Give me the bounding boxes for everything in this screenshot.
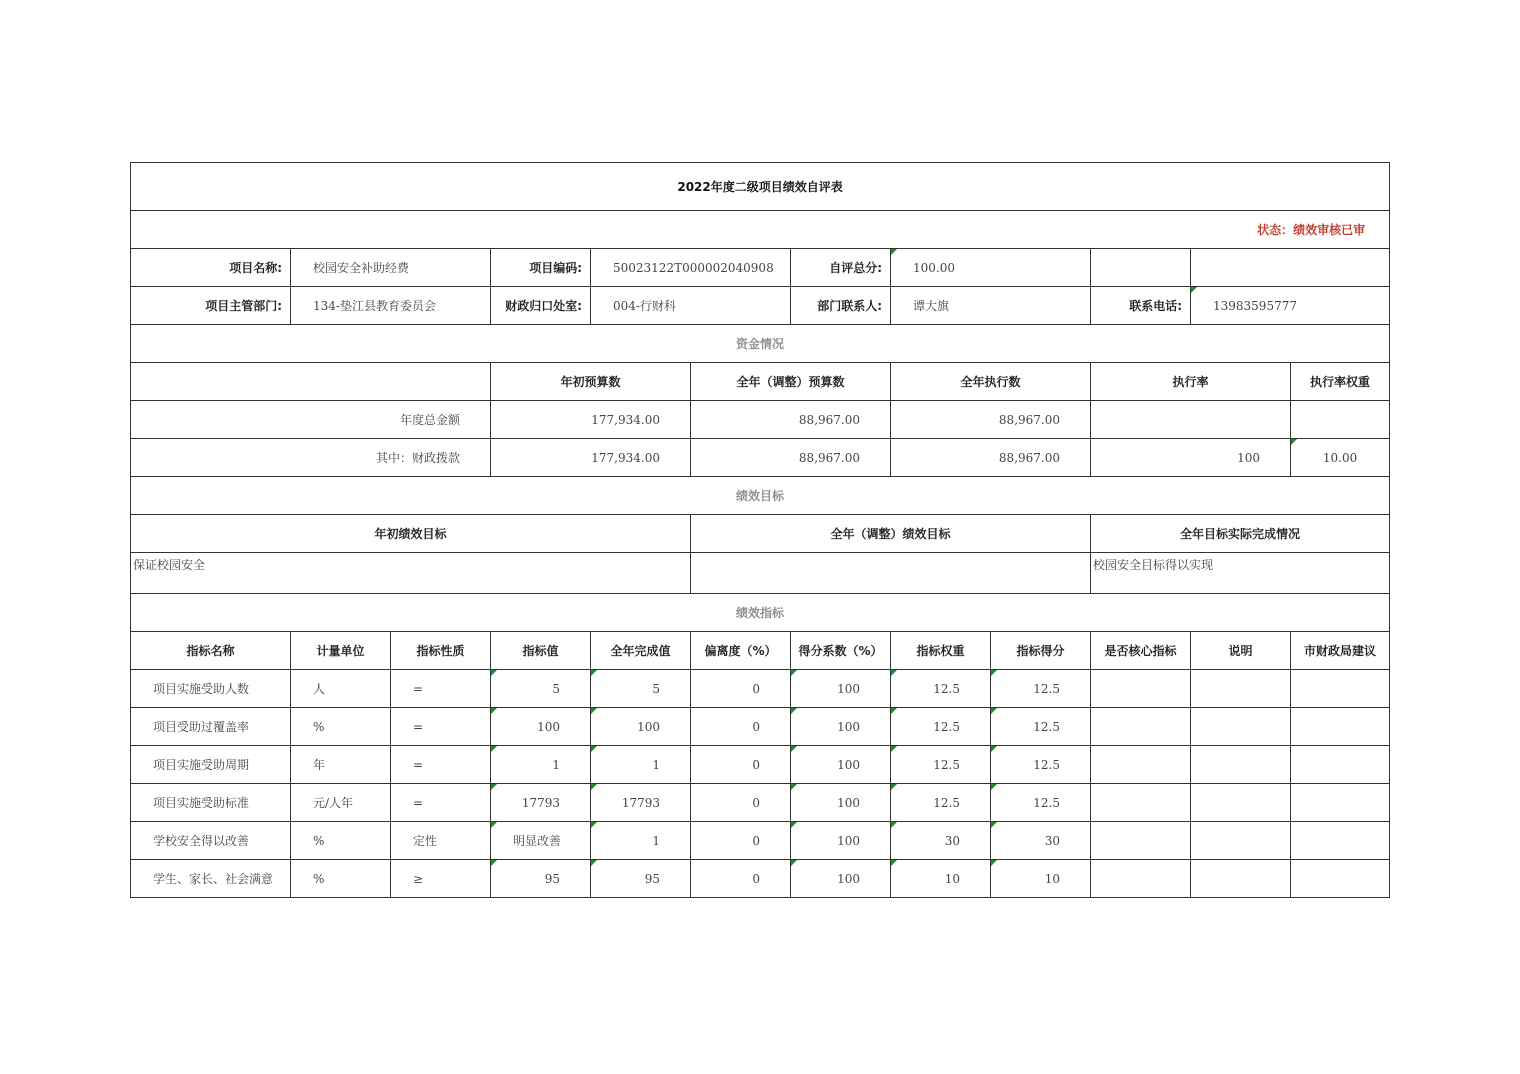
ind-header-coef: 得分系数（%）: [791, 632, 891, 670]
ind-nature: =: [391, 746, 491, 784]
ind-weight: 10: [891, 860, 991, 898]
funds-row-fiscal: [131, 439, 1390, 477]
ind-coef: 100: [791, 860, 891, 898]
ind-unit: 年: [291, 746, 391, 784]
ind-nature: ≥: [391, 860, 491, 898]
project-name-value: 校园安全补助经费: [291, 249, 491, 287]
ind-header-advice: 市财政局建议: [1291, 632, 1390, 670]
ind-core: [1091, 670, 1191, 708]
goal-actual: 校园安全目标得以实现: [1091, 553, 1390, 594]
funds-executed: 88,967.00: [891, 439, 1091, 477]
status-badge: 状态：绩效审核已审: [131, 211, 1390, 249]
goals-section-title: 绩效目标: [131, 477, 1390, 515]
self-evaluation-table: [130, 162, 1390, 898]
ind-core: [1091, 746, 1191, 784]
ind-value: 100: [491, 708, 591, 746]
ind-weight: 30: [891, 822, 991, 860]
self-score-label: 自评总分:: [791, 249, 891, 287]
ind-deviation: 0: [691, 784, 791, 822]
ind-coef: 100: [791, 784, 891, 822]
ind-header-weight: 指标权重: [891, 632, 991, 670]
goal-initial: 保证校园安全: [131, 553, 691, 594]
ind-value: 明显改善: [491, 822, 591, 860]
funds-rate: 100: [1091, 439, 1291, 477]
ind-coef: 100: [791, 746, 891, 784]
ind-header-value: 指标值: [491, 632, 591, 670]
funds-header-executed: 全年执行数: [891, 363, 1091, 401]
ind-score: 30: [991, 822, 1091, 860]
ind-deviation: 0: [691, 708, 791, 746]
ind-score: 12.5: [991, 708, 1091, 746]
funds-section-title: 资金情况: [131, 325, 1390, 363]
ind-value: 1: [491, 746, 591, 784]
ind-nature: 定性: [391, 822, 491, 860]
ind-weight: 12.5: [891, 784, 991, 822]
goals-header-adjusted: 全年（调整）绩效目标: [691, 515, 1091, 553]
ind-core: [1091, 860, 1191, 898]
funds-header-rate: 执行率: [1091, 363, 1291, 401]
ind-coef: 100: [791, 822, 891, 860]
ind-header-core: 是否核心指标: [1091, 632, 1191, 670]
ind-note: [1191, 708, 1291, 746]
finance-value: 004-行财科: [591, 287, 791, 325]
ind-advice: [1291, 746, 1390, 784]
ind-advice: [1291, 860, 1390, 898]
table-row: [131, 746, 1390, 784]
funds-row-label: 其中：财政拨款: [131, 439, 491, 477]
ind-header-name: 指标名称: [131, 632, 291, 670]
ind-header-done: 全年完成值: [591, 632, 691, 670]
ind-header-unit: 计量单位: [291, 632, 391, 670]
ind-deviation: 0: [691, 860, 791, 898]
ind-done: 1: [591, 822, 691, 860]
table-row: [131, 784, 1390, 822]
project-code-label: 项目编码:: [491, 249, 591, 287]
funds-weight: 10.00: [1291, 439, 1390, 477]
table-row: [131, 708, 1390, 746]
project-name-label: 项目名称:: [131, 249, 291, 287]
ind-name: 项目实施受助标准: [131, 784, 291, 822]
funds-weight: [1291, 401, 1390, 439]
funds-header-weight: 执行率权重: [1291, 363, 1390, 401]
ind-weight: 12.5: [891, 708, 991, 746]
funds-row-label: 年度总金额: [131, 401, 491, 439]
ind-score: 12.5: [991, 670, 1091, 708]
ind-name: 项目受助过覆盖率: [131, 708, 291, 746]
ind-weight: 12.5: [891, 746, 991, 784]
ind-done: 17793: [591, 784, 691, 822]
ind-deviation: 0: [691, 822, 791, 860]
table-row: [131, 860, 1390, 898]
ind-coef: 100: [791, 670, 891, 708]
dept-value: 134-垫江县教育委员会: [291, 287, 491, 325]
ind-nature: =: [391, 784, 491, 822]
ind-value: 95: [491, 860, 591, 898]
funds-adjusted: 88,967.00: [691, 401, 891, 439]
ind-header-nature: 指标性质: [391, 632, 491, 670]
goals-header-row: [131, 515, 1390, 553]
ind-advice: [1291, 708, 1390, 746]
ind-advice: [1291, 670, 1390, 708]
self-score-value: 100.00: [891, 249, 1091, 287]
funds-initial: 177,934.00: [491, 439, 691, 477]
ind-header-deviation: 偏离度（%）: [691, 632, 791, 670]
funds-executed: 88,967.00: [891, 401, 1091, 439]
page-title: 2022年度二级项目绩效自评表: [131, 163, 1390, 211]
project-code-value: 50023122T000002040908: [591, 249, 791, 287]
ind-unit: %: [291, 822, 391, 860]
ind-note: [1191, 784, 1291, 822]
ind-score: 12.5: [991, 784, 1091, 822]
ind-nature: =: [391, 670, 491, 708]
goals-row: [131, 553, 1390, 594]
ind-nature: =: [391, 708, 491, 746]
contact-label: 部门联系人:: [791, 287, 891, 325]
ind-core: [1091, 708, 1191, 746]
ind-advice: [1291, 822, 1390, 860]
funds-header-adjusted: 全年（调整）预算数: [691, 363, 891, 401]
ind-score: 10: [991, 860, 1091, 898]
contact-value: 谭大旗: [891, 287, 1091, 325]
ind-deviation: 0: [691, 670, 791, 708]
ind-score: 12.5: [991, 746, 1091, 784]
empty-cell: [1091, 249, 1191, 287]
ind-advice: [1291, 784, 1390, 822]
funds-rate: [1091, 401, 1291, 439]
ind-unit: %: [291, 708, 391, 746]
ind-unit: 元/人年: [291, 784, 391, 822]
ind-value: 17793: [491, 784, 591, 822]
funds-row-total: [131, 401, 1390, 439]
indicators-section-title: 绩效指标: [131, 594, 1390, 632]
ind-weight: 12.5: [891, 670, 991, 708]
ind-done: 100: [591, 708, 691, 746]
ind-done: 5: [591, 670, 691, 708]
ind-note: [1191, 670, 1291, 708]
table-row: [131, 670, 1390, 708]
ind-value: 5: [491, 670, 591, 708]
ind-done: 95: [591, 860, 691, 898]
phone-label: 联系电话:: [1091, 287, 1191, 325]
ind-header-note: 说明: [1191, 632, 1291, 670]
ind-name: 项目实施受助人数: [131, 670, 291, 708]
dept-label: 项目主管部门:: [131, 287, 291, 325]
ind-core: [1091, 822, 1191, 860]
ind-core: [1091, 784, 1191, 822]
ind-note: [1191, 746, 1291, 784]
indicators-header-row: [131, 632, 1390, 670]
ind-coef: 100: [791, 708, 891, 746]
goals-header-initial: 年初绩效目标: [131, 515, 691, 553]
goal-adjusted: [691, 553, 1091, 594]
ind-note: [1191, 860, 1291, 898]
ind-deviation: 0: [691, 746, 791, 784]
funds-header-initial: 年初预算数: [491, 363, 691, 401]
ind-name: 项目实施受助周期: [131, 746, 291, 784]
ind-unit: %: [291, 860, 391, 898]
info-row-1: [131, 249, 1390, 287]
empty-cell: [1191, 249, 1390, 287]
finance-label: 财政归口处室:: [491, 287, 591, 325]
ind-header-score: 指标得分: [991, 632, 1091, 670]
table-row: [131, 822, 1390, 860]
empty-cell: [131, 363, 491, 401]
funds-adjusted: 88,967.00: [691, 439, 891, 477]
ind-note: [1191, 822, 1291, 860]
funds-header-row: [131, 363, 1390, 401]
info-row-2: [131, 287, 1390, 325]
funds-initial: 177,934.00: [491, 401, 691, 439]
ind-name: 学生、家长、社会满意: [131, 860, 291, 898]
ind-unit: 人: [291, 670, 391, 708]
goals-header-actual: 全年目标实际完成情况: [1091, 515, 1390, 553]
phone-value: 13983595777: [1191, 287, 1390, 325]
ind-name: 学校安全得以改善: [131, 822, 291, 860]
ind-done: 1: [591, 746, 691, 784]
